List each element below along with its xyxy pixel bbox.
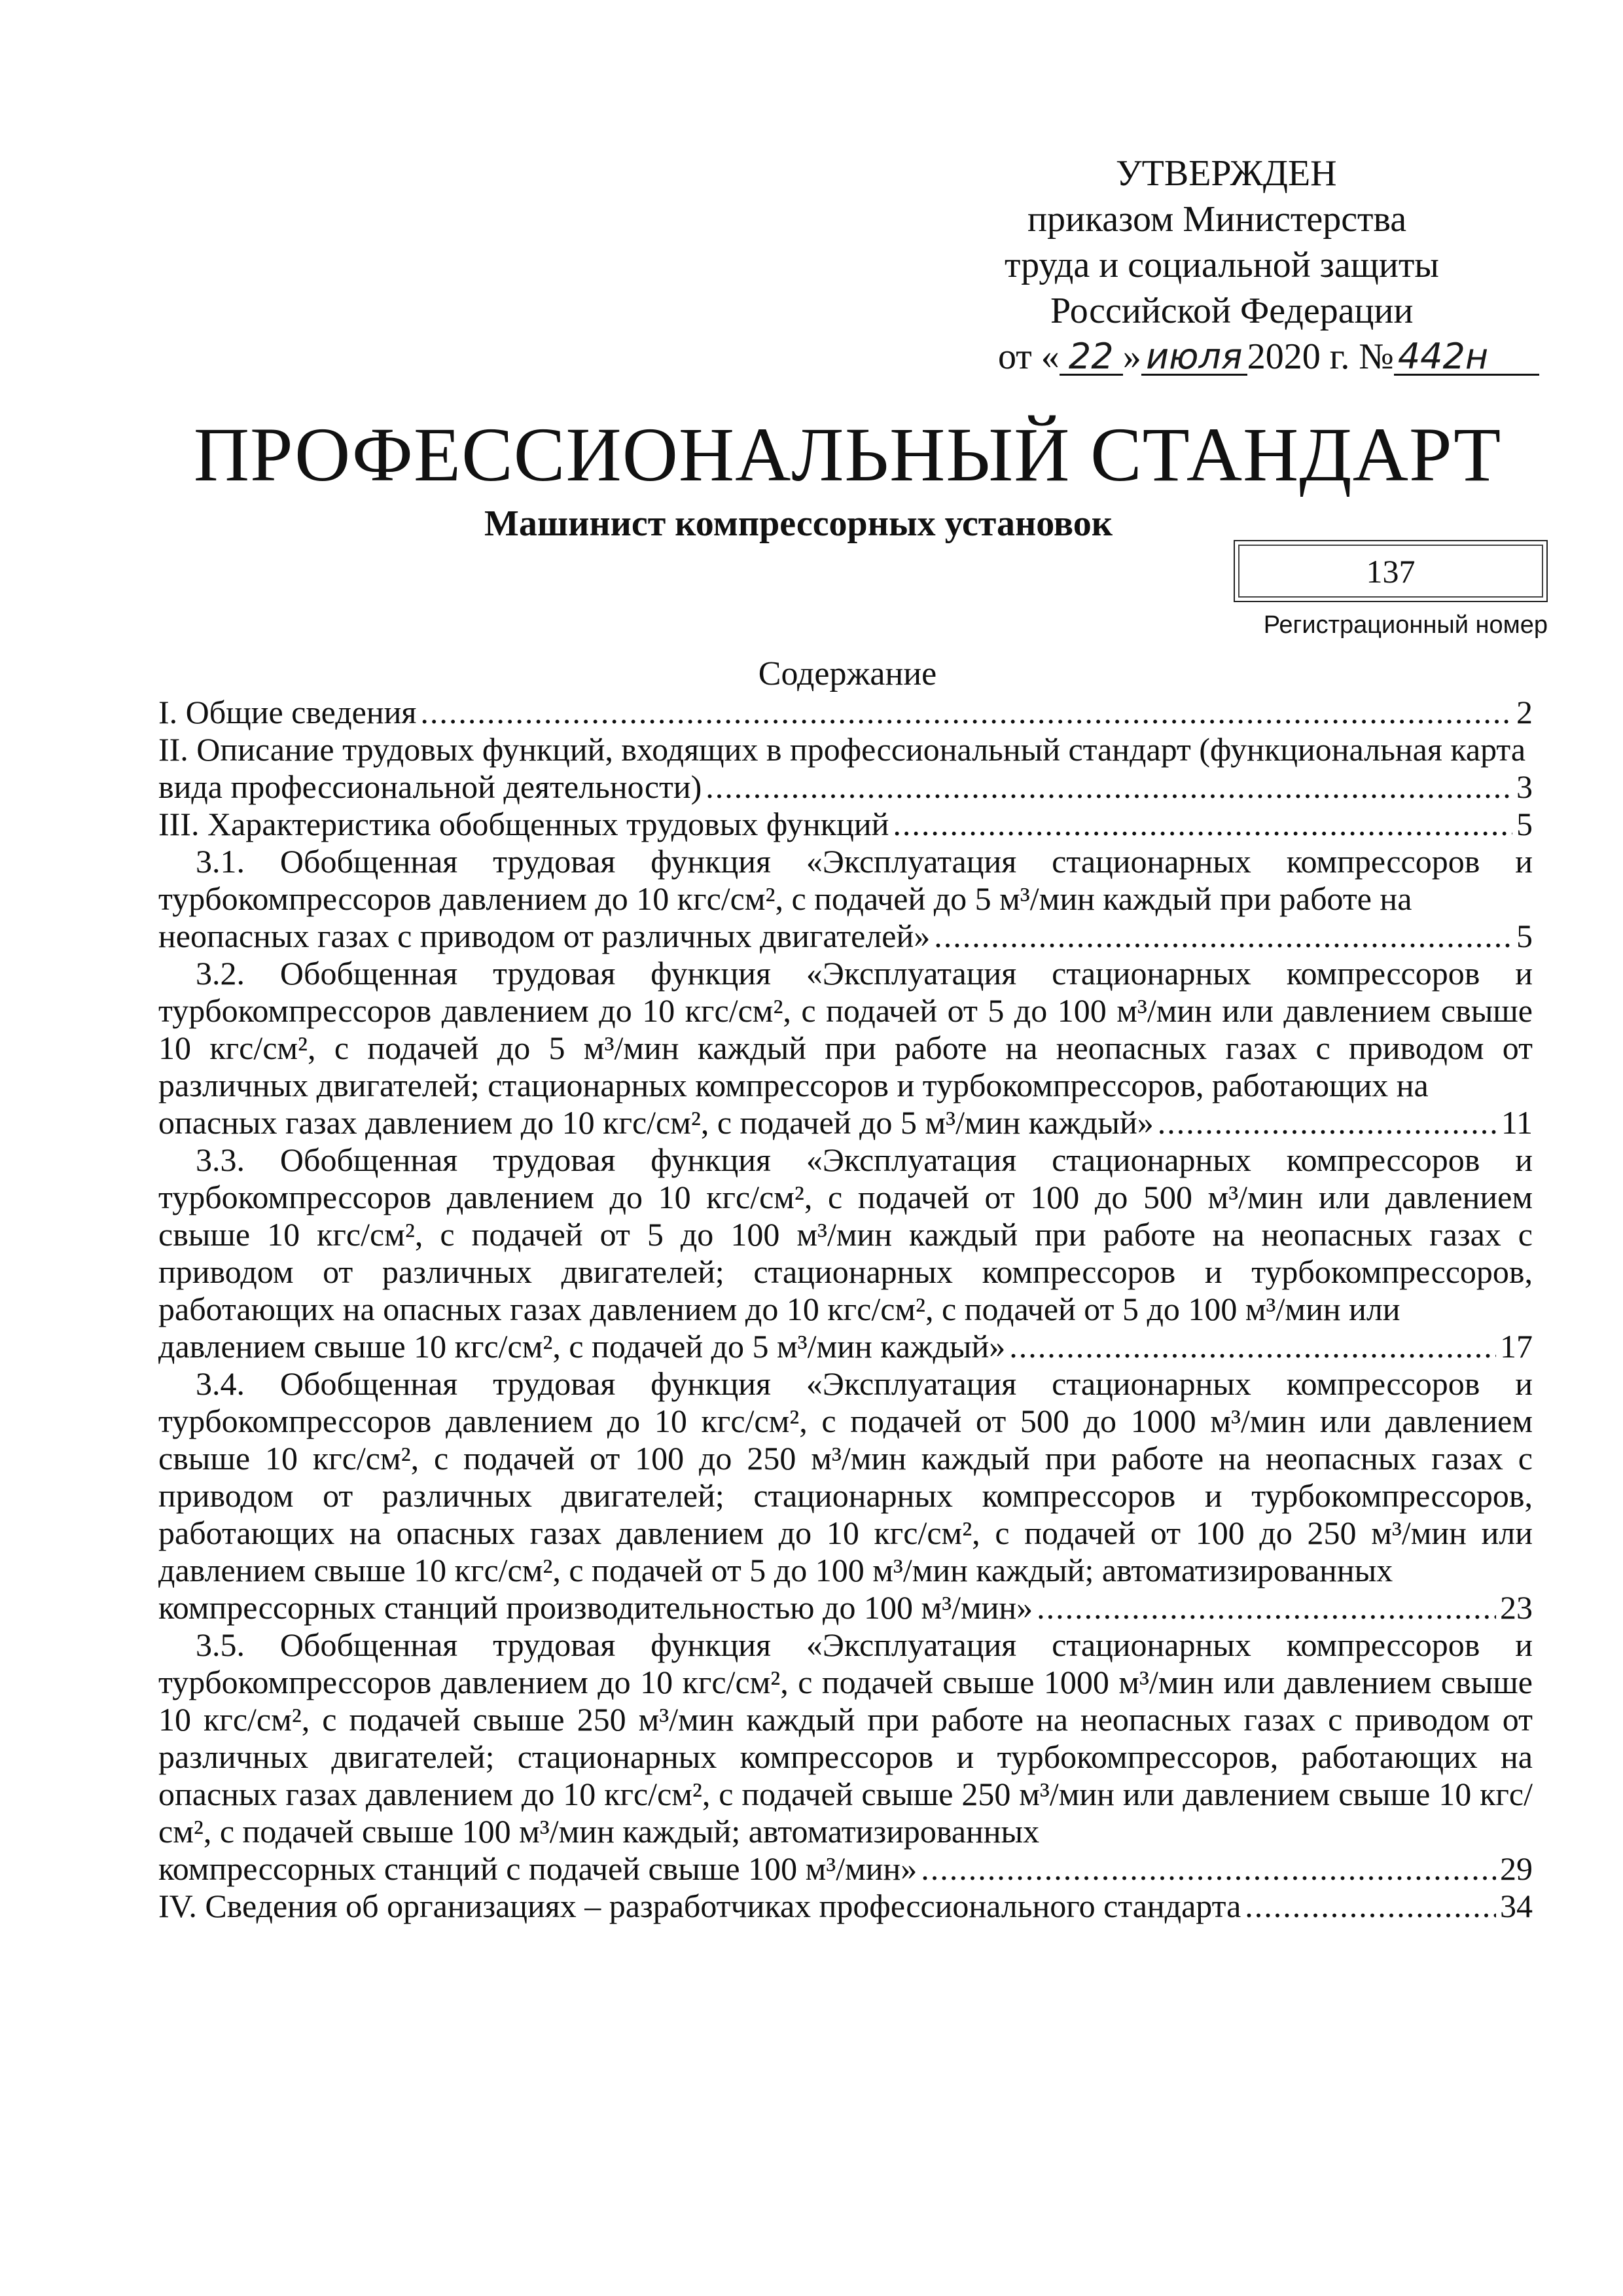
toc-page-number: 11 (1501, 1104, 1533, 1141)
toc-page-number: 2 (1516, 694, 1533, 730)
date-quote-close: » (1122, 336, 1141, 377)
date-prefix: от « (998, 336, 1060, 377)
toc-entry-II[interactable] (158, 731, 1533, 806)
document-subtitle: Машинист компрессорных установок (484, 503, 1113, 544)
registration-number-box (1234, 540, 1548, 602)
dot-leader (1158, 1104, 1497, 1141)
approval-block (969, 151, 1571, 380)
toc-entry-last-line (158, 918, 1533, 955)
approval-ministry-line: труда и социальной защиты (1005, 245, 1439, 285)
toc-page-number: 34 (1500, 1888, 1533, 1924)
dot-leader (934, 918, 1512, 955)
toc-entry-title: III. Характеристика обобщенных трудовых функций (158, 806, 889, 842)
dot-leader (1009, 1328, 1496, 1365)
toc-entry-last-line (158, 1328, 1533, 1365)
toc-page-number: 23 (1500, 1589, 1533, 1626)
toc-entry-3-2[interactable] (158, 955, 1533, 1141)
dot-leader (1245, 1888, 1496, 1925)
registration-number-label: Регистрационный номер (1263, 611, 1548, 639)
dot-leader (1037, 1589, 1496, 1626)
order-number-handwritten: 442н (1394, 340, 1539, 376)
date-month-handwritten: июля (1141, 340, 1247, 376)
toc-entry-last-line (158, 1104, 1533, 1141)
toc-page-number: 3 (1516, 768, 1533, 805)
approval-federation-line: Российской Федерации (1050, 291, 1414, 331)
toc-entry-I[interactable] (158, 694, 1533, 731)
toc-entry-last-line (158, 768, 1533, 806)
toc-entry-text: 3.1. Обобщенная трудовая функция «Эксплуатация стационарных компрессоров и турбокомпрессоров давлением до 10 кгс/см², с подачей до 5 м³/мин каждый при работе на (158, 843, 1533, 917)
registration-number: 137 (1366, 552, 1416, 590)
toc-entry-3-1[interactable] (158, 843, 1533, 955)
approval-order-line: приказом Министерства (1027, 199, 1407, 240)
dot-leader (420, 694, 1512, 731)
toc-entry-text: II. Описание трудовых функций, входящих в профессиональный стандарт (функциональная карта (158, 731, 1526, 768)
toc-page-number: 5 (1516, 918, 1533, 954)
toc-entry-title: компрессорных станций производительностью до 100 м³/мин» (158, 1589, 1033, 1626)
date-year-and-number-label: 2020 г. № (1247, 336, 1394, 377)
toc-entry-last-line (158, 1888, 1533, 1925)
toc-entry-title: вида профессиональной деятельности) (158, 768, 702, 805)
toc-entry-title: опасных газах давлением до 10 кгс/см², с подачей до 5 м³/мин каждый» (158, 1104, 1154, 1141)
toc-entry-3-4[interactable] (158, 1365, 1533, 1626)
toc-entry-last-line (158, 1850, 1533, 1888)
toc-page-number: 5 (1516, 806, 1533, 842)
approval-date-line (969, 334, 1571, 380)
toc-entry-title: компрессорных станций с подачей свыше 100 м³/мин» (158, 1850, 918, 1887)
table-of-contents (158, 694, 1533, 1925)
document-title: ПРОФЕССИОНАЛЬНЫЙ СТАНДАРТ (193, 412, 1502, 497)
toc-entry-III[interactable] (158, 806, 1533, 843)
toc-entry-title: I. Общие сведения (158, 694, 417, 730)
toc-entry-3-5[interactable] (158, 1626, 1533, 1888)
approval-heading: УТВЕРЖДЕН (1116, 153, 1337, 194)
toc-page-number: 29 (1500, 1850, 1533, 1887)
dot-leader (893, 806, 1512, 843)
toc-entry-text: 3.5. Обобщенная трудовая функция «Эксплуатация стационарных компрессоров и турбокомпрессоров давлением до 10 кгс/см², с подачей свыше 1000 м³/мин или давлением свыше 10 кгс/см², с подачей свыше 250 м³/мин каждый при работе на неопасных газах с приводом от различных двигателей; стационарных компрессоров и турбокомпрессоров, работающих на опасных газах давлением до 10 кгс/см², с подачей свыше 250 м³/мин или давлением свыше 10 кгс/см², с подачей свыше 100 м³/мин каждый; автоматизированных (158, 1626, 1533, 1850)
toc-entry-IV[interactable] (158, 1888, 1533, 1925)
toc-entry-3-3[interactable] (158, 1141, 1533, 1365)
contents-heading: Содержание (758, 655, 937, 692)
toc-entry-text: 3.2. Обобщенная трудовая функция «Эксплуатация стационарных компрессоров и турбокомпрессоров давлением до 10 кгс/см², с подачей от 5 до 100 м³/мин или давлением свыше 10 кгс/см², с подачей до 5 м³/мин каждый при работе на неопасных газах с приводом от различных двигателей; стационарных компрессоров и турбокомпрессоров, работающих на (158, 955, 1533, 1103)
toc-page-number: 17 (1500, 1328, 1533, 1365)
toc-entry-text: 3.3. Обобщенная трудовая функция «Эксплуатация стационарных компрессоров и турбокомпрессоров давлением до 10 кгс/см², с подачей от 100 до 500 м³/мин или давлением свыше 10 кгс/см², с подачей от 5 до 100 м³/мин каждый при работе на неопасных газах с приводом от различных двигателей; стационарных компрессоров и турбокомпрессоров, работающих на опасных газах давлением до 10 кгс/см², с подачей от 5 до 100 м³/мин или (158, 1141, 1533, 1327)
toc-entry-last-line (158, 694, 1533, 731)
toc-entry-title: неопасных газах с приводом от различных двигателей» (158, 918, 931, 954)
toc-entry-title: давлением свыше 10 кгс/см², с подачей до 5 м³/мин каждый» (158, 1328, 1006, 1365)
toc-entry-title: IV. Сведения об организациях – разработчиках профессионального стандарта (158, 1888, 1241, 1924)
toc-entry-last-line (158, 1589, 1533, 1626)
dot-leader (705, 768, 1512, 806)
dot-leader (921, 1850, 1496, 1888)
toc-entry-text: 3.4. Обобщенная трудовая функция «Эксплуатация стационарных компрессоров и турбокомпрессоров давлением до 10 кгс/см², с подачей от 500 до 1000 м³/мин или давлением свыше 10 кгс/см², с подачей от 100 до 250 м³/мин каждый при работе на неопасных газах с приводом от различных двигателей; стационарных компрессоров и турбокомпрессоров, работающих на опасных газах давлением до 10 кгс/см², с подачей от 100 до 250 м³/мин или давлением свыше 10 кгс/см², с подачей от 5 до 100 м³/мин каждый; автоматизированных (158, 1365, 1533, 1588)
toc-entry-last-line (158, 806, 1533, 843)
date-day-handwritten: 22 (1060, 340, 1123, 376)
